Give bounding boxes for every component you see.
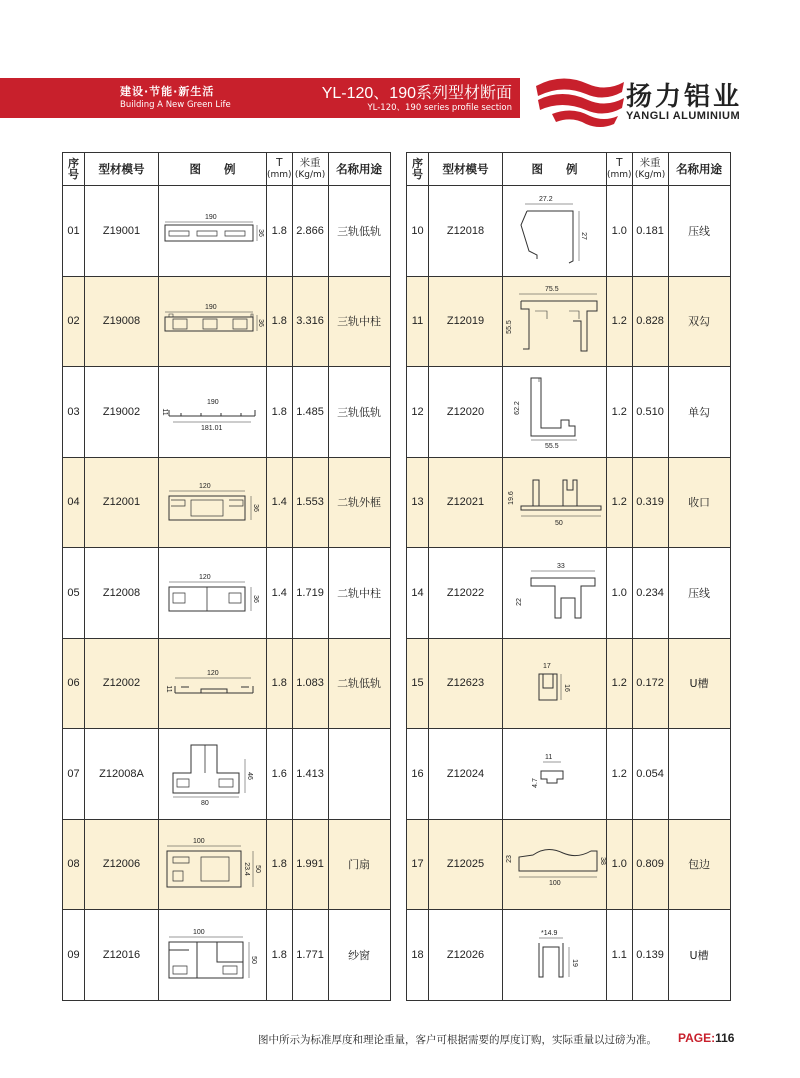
row-usage: 单勾 [668,367,730,458]
row-model: Z12026 [429,910,503,1001]
row-t: 1.6 [267,729,293,820]
svg-text:190: 190 [206,398,219,406]
row-usage: 二轨中柱 [328,548,390,639]
svg-text:19.6: 19.6 [507,491,515,506]
row-weight: 1.771 [292,910,328,1001]
row-seq: 06 [63,638,85,729]
row-t: 1.2 [607,638,633,729]
row-weight: 0.319 [632,457,668,548]
profile-figure [159,367,267,458]
row-seq: 16 [407,729,429,820]
row-model: Z12016 [85,910,159,1001]
row-weight: 1.719 [292,548,328,639]
row-weight: 0.828 [632,276,668,367]
row-seq: 12 [407,367,429,458]
row-weight: 0.234 [632,548,668,639]
profile-figure [503,457,607,548]
col-weight: 米重 (Kg/m) [292,153,328,186]
svg-text:190: 190 [204,213,217,221]
row-model: Z12006 [85,819,159,910]
table-row [407,910,731,1001]
svg-text:27.2: 27.2 [538,195,553,203]
row-weight: 1.413 [292,729,328,820]
profile-figure [159,276,267,367]
page-value: 116 [715,1031,735,1045]
svg-text:100: 100 [192,928,205,936]
row-weight: 0.809 [632,819,668,910]
row-weight: 0.054 [632,729,668,820]
svg-text:22: 22 [515,597,523,606]
table-row [407,276,731,367]
svg-text:*14.9: *14.9 [540,929,557,937]
row-t: 1.8 [267,910,293,1001]
row-model: Z12020 [429,367,503,458]
row-model: Z12018 [429,186,503,277]
row-model: Z19002 [85,367,159,458]
col-figure: 图 例 [159,153,267,186]
row-t: 1.2 [607,729,633,820]
row-usage: 二轨外框 [328,457,390,548]
row-seq: 10 [407,186,429,277]
row-t: 1.0 [607,186,633,277]
row-t: 1.0 [607,548,633,639]
row-seq: 18 [407,910,429,1001]
row-weight: 1.083 [292,638,328,729]
table-row [407,819,731,910]
row-t: 1.8 [267,367,293,458]
row-model: Z12002 [85,638,159,729]
row-seq: 05 [63,548,85,639]
profile-figure [503,276,607,367]
row-usage: 三轨低轨 [328,367,390,458]
row-weight: 1.485 [292,367,328,458]
page-title-en: YL-120、190 series profile section [367,103,512,113]
row-seq: 11 [407,276,429,367]
row-weight: 1.553 [292,457,328,548]
brand-name-cn: 扬力铝业 [626,82,743,112]
profile-figure [503,186,607,277]
row-model: Z12019 [429,276,503,367]
row-seq: 13 [407,457,429,548]
row-model: Z12623 [429,638,503,729]
row-usage: 压线 [668,186,730,277]
svg-text:23.4: 23.4 [242,862,250,877]
table-row [407,186,731,277]
profile-figure [503,367,607,458]
page-label: PAGE: [678,1031,716,1045]
row-seq: 03 [63,367,85,458]
profile-figure [503,638,607,729]
svg-text:4.7: 4.7 [531,777,539,788]
table-row [63,367,391,458]
svg-text:62.2: 62.2 [513,400,521,415]
row-model: Z19001 [85,186,159,277]
row-model: Z12024 [429,729,503,820]
profile-figure [159,729,267,820]
row-weight: 2.866 [292,186,328,277]
svg-text:17: 17 [542,663,551,671]
table-header [407,153,731,186]
header-banner [0,78,520,118]
row-t: 1.2 [607,276,633,367]
svg-text:100: 100 [192,838,205,846]
table-row [63,729,391,820]
row-t: 1.0 [607,819,633,910]
row-usage: 收口 [668,457,730,548]
col-t: T (mm) [607,153,633,186]
profile-figure [503,548,607,639]
svg-text:38: 38 [598,857,606,866]
row-seq: 02 [63,276,85,367]
row-usage [668,729,730,820]
row-model: Z12008A [85,729,159,820]
col-seq: 序号 [407,153,429,186]
svg-text:50: 50 [253,865,261,874]
svg-text:120: 120 [206,670,219,678]
table-row [63,638,391,729]
svg-text:11: 11 [164,685,172,693]
row-usage: 三轨低轨 [328,186,390,277]
row-t: 1.8 [267,186,293,277]
row-model: Z12008 [85,548,159,639]
table-row [63,819,391,910]
row-weight: 0.510 [632,367,668,458]
col-seq: 序号 [63,153,85,186]
row-model: Z12025 [429,819,503,910]
row-usage: 二轨低轨 [328,638,390,729]
brand-name-en: YANGLI ALUMINIUM [626,110,741,122]
col-model: 型材模号 [85,153,159,186]
svg-text:36: 36 [256,319,264,328]
row-t: 1.8 [267,638,293,729]
col-model: 型材模号 [429,153,503,186]
profile-figure [159,638,267,729]
svg-text:120: 120 [198,483,211,491]
row-usage: 压线 [668,548,730,639]
svg-text:50: 50 [554,520,563,528]
row-seq: 14 [407,548,429,639]
row-usage: 包边 [668,819,730,910]
row-t: 1.2 [607,457,633,548]
profile-figure [503,910,607,1001]
left-profile-table [62,152,391,1001]
col-usage: 名称用途 [668,153,730,186]
row-seq: 17 [407,819,429,910]
row-seq: 15 [407,638,429,729]
row-t: 1.4 [267,457,293,548]
table-row [407,638,731,729]
svg-text:190: 190 [204,304,217,312]
row-usage: U槽 [668,910,730,1001]
table-row [63,186,391,277]
slogan: 建设·节能·新生活 [120,85,215,98]
svg-text:36: 36 [251,504,259,513]
footer-note: 图中所示为标准厚度和理论重量，客户可根据需要的厚度订购，实际重量以过磅为准。 [258,1034,657,1046]
row-model: Z12021 [429,457,503,548]
svg-text:23: 23 [505,855,513,864]
svg-text:55.5: 55.5 [505,320,513,335]
row-weight: 3.316 [292,276,328,367]
svg-text:36: 36 [256,228,264,237]
svg-text:36: 36 [251,594,259,603]
table-row [407,457,731,548]
row-model: Z19008 [85,276,159,367]
row-seq: 08 [63,819,85,910]
col-usage: 名称用途 [328,153,390,186]
svg-text:11: 11 [160,408,168,416]
table-header [63,153,391,186]
svg-text:100: 100 [548,880,561,888]
profile-figure [503,729,607,820]
table-row [407,729,731,820]
row-t: 1.8 [267,276,293,367]
svg-text:27: 27 [579,231,587,240]
svg-text:11: 11 [544,753,552,761]
row-seq: 04 [63,457,85,548]
row-seq: 09 [63,910,85,1001]
row-seq: 01 [63,186,85,277]
row-weight: 0.172 [632,638,668,729]
slogan-en: Building A New Green Life [120,100,231,110]
svg-text:55.5: 55.5 [544,442,559,450]
table-row [407,548,731,639]
row-weight: 0.139 [632,910,668,1001]
row-t: 1.8 [267,819,293,910]
row-seq: 07 [63,729,85,820]
row-usage: U槽 [668,638,730,729]
profile-figure [503,819,607,910]
profile-figure [159,819,267,910]
right-profile-table [406,152,731,1001]
row-t: 1.4 [267,548,293,639]
table-row [63,457,391,548]
col-weight: 米重 (Kg/m) [632,153,668,186]
page-number [678,1031,734,1045]
table-row [407,367,731,458]
row-t: 1.1 [607,910,633,1001]
svg-text:46: 46 [245,771,253,780]
table-row [63,910,391,1001]
page-title: YL-120、190系列型材断面 [321,85,512,102]
svg-text:33: 33 [556,562,565,570]
row-usage: 纱窗 [328,910,390,1001]
svg-text:120: 120 [198,573,211,581]
row-usage: 双勾 [668,276,730,367]
profile-figure [159,186,267,277]
profile-figure [159,548,267,639]
row-model: Z12001 [85,457,159,548]
profile-figure [159,457,267,548]
col-figure: 图 例 [503,153,607,186]
row-usage: 门扇 [328,819,390,910]
profile-figure [159,910,267,1001]
svg-text:50: 50 [249,955,257,964]
row-weight: 0.181 [632,186,668,277]
svg-text:19: 19 [570,958,578,967]
svg-text:16: 16 [562,684,570,693]
svg-text:181.01: 181.01 [200,424,222,432]
row-t: 1.2 [607,367,633,458]
table-row [63,548,391,639]
svg-text:75.5: 75.5 [544,286,559,294]
row-weight: 1.991 [292,819,328,910]
svg-text:80: 80 [200,799,209,807]
row-model: Z12022 [429,548,503,639]
row-usage [328,729,390,820]
table-row [63,276,391,367]
col-t: T (mm) [267,153,293,186]
row-usage: 三轨中柱 [328,276,390,367]
